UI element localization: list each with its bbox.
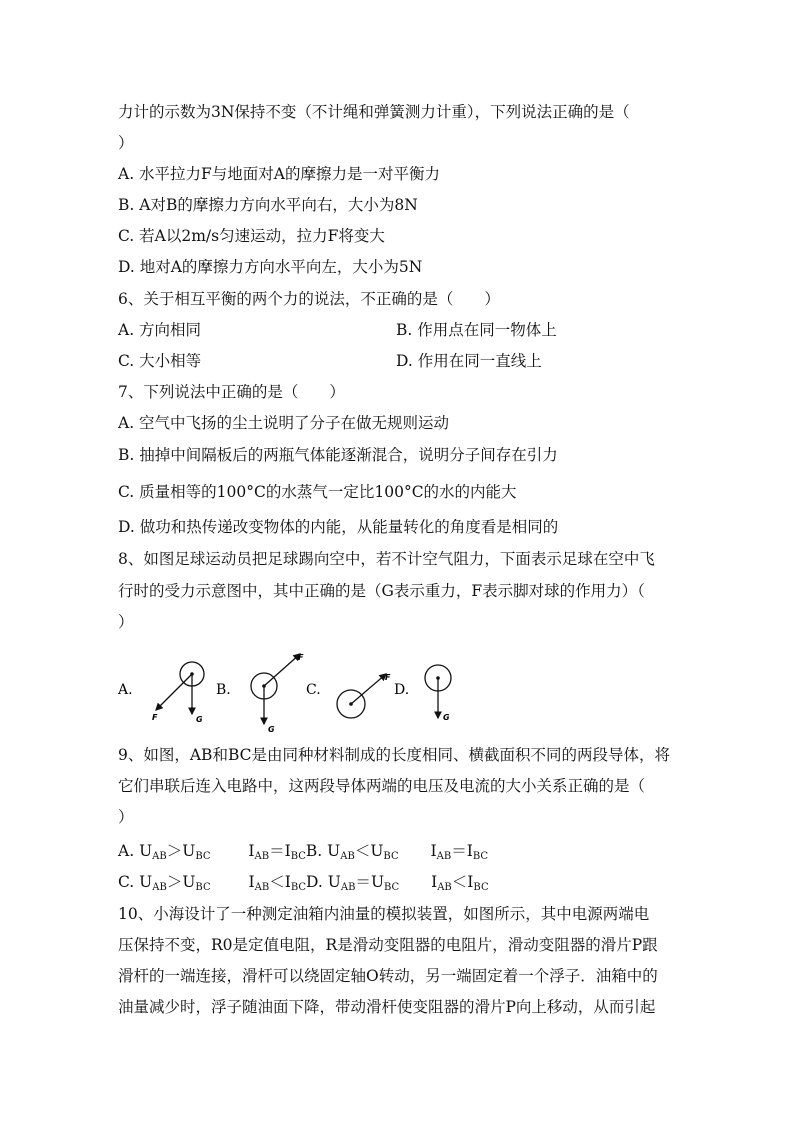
q8-d-g-label: G: [443, 713, 450, 722]
q9-stem-line-2: 它们串联后连入电路中，这两段导体两端的电压及电流的大小关系正确的是（: [118, 777, 646, 795]
q7-option-d: D. 做功和热传递改变物体的内能，从能量转化的角度看是相同的: [118, 518, 559, 536]
q8-b-g-label: G: [268, 725, 275, 732]
q9-option-c-label: C.: [118, 873, 135, 891]
q8-c-f-label: F: [385, 673, 391, 682]
q9-option-b-label: B.: [305, 842, 323, 860]
q9-options-row-1: A. $U_{AB}>U_{BC}$ $I_{AB}=I_{BC}B$. $U_{AB}<U_{BC}$ $I_{AB}=I_{BC}$: [118, 842, 489, 862]
q9-option-a-label: A.: [118, 842, 135, 860]
q8-diagram-c: [337, 673, 391, 718]
q8-a-f-label: F: [152, 713, 158, 722]
q7-stem: 7、下列说法中正确的是（ ）: [118, 383, 345, 401]
q5-stem-line-2: ）: [118, 134, 134, 152]
q5-option-c: C. 若A以2m/s匀速运动，拉力F将变大: [118, 227, 385, 245]
q6-stem: 6、关于相互平衡的两个力的说法，不正确的是（ ）: [118, 290, 500, 308]
q9-stem-line-1: 9、如图，AB和BC是由同种材料制成的长度相同、横截面积不同的两段导体，将: [118, 746, 670, 764]
q6-option-a: A. 方向相同: [118, 321, 202, 339]
q10-line-1: 10、小海设计了一种测定油箱内油量的模拟装置，如图所示，其中电源两端电: [118, 905, 650, 923]
q8-option-d-label: D.: [394, 682, 410, 698]
q8-a-g-label: G: [196, 715, 203, 724]
q5-stem-line-1: 力计的示数为3N保持不变（不计绳和弹簧测力计重），下列说法正确的是（: [118, 103, 630, 121]
q8-stem-line-1: 8、如图足球运动员把足球踢向空中，若不计空气阻力，下面表示足球在空中飞: [118, 550, 655, 568]
q5-option-a: A. 水平拉力F与地面对A的摩擦力是一对平衡力: [118, 165, 440, 183]
q9-stem-line-3: ）: [118, 808, 134, 826]
q8-diagram-d: [425, 665, 451, 722]
q10-line-3: 滑杆的一端连接，滑杆可以绕固定轴O转动，另一端固定着一个浮子．油箱中的: [118, 967, 658, 985]
q8-option-c-label: C.: [306, 682, 321, 698]
q8-stem-line-3: ）: [118, 613, 134, 631]
q7-option-b: B. 抽掉中间隔板后的两瓶气体能逐渐混合，说明分子间存在引力: [118, 446, 558, 464]
q8-diagram-a: [152, 662, 204, 724]
q8-option-b-label: B.: [216, 682, 231, 698]
q9-option-d-label: D.: [306, 873, 323, 891]
q8-stem-line-2: 行时的受力示意图中，其中正确的是（G表示重力，F表示脚对球的作用力）（: [118, 582, 645, 600]
q6-option-c: C. 大小相等: [118, 352, 202, 370]
q8-option-a-label: A.: [118, 682, 133, 698]
q6-option-b: B. 作用点在同一物体上: [396, 321, 557, 339]
q9-options-row-2: C. $U_{AB}>U_{BC}$ $I_{AB}<I_{BC}D$. $U_{AB}=U_{BC}$ $I_{AB}<I_{BC}$: [118, 873, 489, 893]
q5-option-d: D. 地对A的摩擦力方向水平向左，大小为5N: [118, 258, 423, 276]
q8-diagram-b: [251, 653, 304, 732]
q10-line-2: 压保持不变，R0是定值电阻，R是滑动变阻器的电阻片，滑动变阻器的滑片P跟: [118, 936, 658, 954]
q8-force-diagrams: [112, 652, 472, 732]
q6-option-d: D. 作用在同一直线上: [396, 352, 542, 370]
q7-option-c: C. 质量相等的100°C的水蒸气一定比100°C的水的内能大: [118, 483, 517, 501]
q8-b-f-label: F: [298, 653, 304, 662]
q10-line-4: 油量减少时，浮子随油面下降，带动滑杆使变阻器的滑片P向上移动，从而引起: [118, 998, 656, 1016]
q7-option-a: A. 空气中飞扬的尘土说明了分子在做无规则运动: [118, 414, 450, 432]
q5-option-b: B. A对B的摩擦力方向水平向右，大小为8N: [118, 196, 418, 214]
